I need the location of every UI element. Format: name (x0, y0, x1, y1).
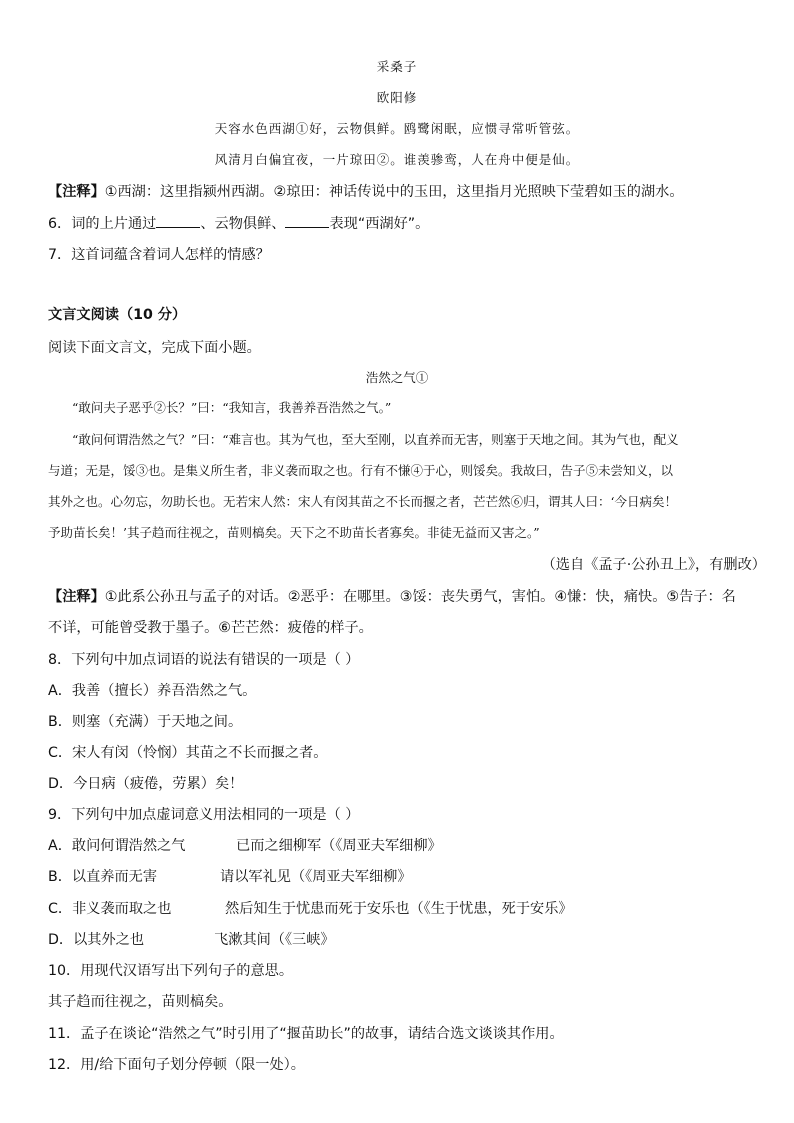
answer-blank-2[interactable] (285, 215, 329, 228)
passage-title: 浩然之气① (365, 370, 429, 385)
passage-source: （选自《孟子·公孙丑上》，有删改） (541, 557, 766, 573)
passage-line-4: 其外之也。心勿忘，勿助长也。无若宋人然：宋人有闵其苗之不长而揠之者，芒芒然⑥归，谓其人曰：‘今日病矣！ (48, 494, 677, 509)
section-instruction: 阅读下面文言文，完成下面小题。 (48, 340, 261, 356)
passage-paragraph-1: “敢问夫子恶乎②长？”曰：“我知言，我善养吾浩然之气。” (72, 400, 392, 415)
answer-blank-1[interactable] (156, 215, 200, 228)
note-text: ①西湖：这里指颍州西湖。②琼田：神话传说中的玉田，这里指月光照映下莹碧如玉的湖水。 (104, 184, 684, 200)
question-7: 7．这首词蕴含着词人怎样的情感？ (48, 247, 270, 263)
question-10: 10．用现代汉语写出下列句子的意思。 (48, 963, 294, 979)
question-8: 8．下列句中加点词语的说法有错误的一项是（ ） (48, 652, 360, 668)
passage-line-5: 予助苗长矣！’其子趋而往视之，苗则槁矣。天下之不助苗长者寡矣。非徒无益而又害之。” (48, 525, 540, 540)
passage-line-3: 与道；无是，馁③也。是集义所生者，非义袭而取之也。行有不慊④于心，则馁矣。我故曰，告子⑤未尝知义，以 (48, 463, 674, 478)
q8-option-b: B．则塞（充满）于天地之间。 (48, 714, 243, 730)
q8-option-d: D．今日病（疲倦，劳累）矣！ (48, 776, 244, 792)
q9-option-b: B．以直养而无害 (48, 869, 158, 885)
question-12: 12．用/给下面句子划分停顿（限一处）。 (48, 1057, 305, 1073)
q6-part-c: 表现“西湖好”。 (329, 216, 430, 232)
note-label: 【注释】 (48, 184, 105, 200)
passage-note-1: 【注释】①此系公孙丑与孟子的对话。②恶乎：在哪里。③馁：丧失勇气，害怕。④慊：快，痛快。⑤告子：名 (48, 589, 736, 605)
q6-part-b: 、云物俱鲜、 (200, 216, 286, 232)
poem-title: 采桑子 (376, 59, 418, 74)
poem-author: 欧阳修 (376, 90, 418, 105)
section-title: 文言文阅读（10 分） (48, 307, 187, 323)
q6-part-a: 6．词的上片通过 (48, 216, 157, 232)
poem-line-1: 天容水色西湖①好，云物俱鲜。鸥鹭闲眠，应惯寻常听管弦。 (214, 121, 580, 136)
q10-sentence: 其子趋而往视之，苗则槁矣。 (48, 994, 233, 1010)
question-11: 11．孟子在谈论“浩然之气”时引用了“揠苗助长”的故事，请结合选文谈谈其作用。 (48, 1026, 564, 1042)
q8-option-c: C．宋人有闵（怜悯）其苗之不长而揠之者。 (48, 745, 328, 761)
poem-note (48, 181, 684, 201)
question-9: 9．下列句中加点虚词意义用法相同的一项是（ ） (48, 807, 360, 823)
q9-option-a: A．敢问何谓浩然之气 (48, 838, 186, 854)
q9-option-d-compare: 飞漱其间（《三峡》 (214, 932, 335, 948)
q9-option-d: D．以其外之也 (48, 932, 145, 948)
note-label: 【注释】 (48, 589, 105, 605)
passage-paragraph-2: “敢问何谓浩然之气？”曰：“难言也。其为气也，至大至刚，以直养而无害，则塞于天地之间。其为气也，配义 (72, 432, 679, 447)
passage-note-2: 不详，可能曾受教于墨子。⑥芒芒然：疲倦的样子。 (48, 620, 373, 636)
q8-option-a: A．我善（擅长）养吾浩然之气。 (48, 683, 257, 699)
q9-option-a-compare: 已而之细柳军（《周亚夫军细柳》 (236, 838, 442, 854)
poem-line-2: 风清月白偏宜夜，一片琼田②。谁羡骖鸾，人在舟中便是仙。 (214, 152, 580, 167)
q9-option-b-compare: 请以军礼见（《周亚夫军细柳》 (220, 869, 412, 885)
q9-option-c: C．非义袭而取之也 (48, 901, 172, 917)
q9-option-c-compare: 然后知生于忧患而死于安乐也（《生于忧患，死于安乐》 (225, 901, 573, 917)
question-6 (48, 213, 429, 233)
